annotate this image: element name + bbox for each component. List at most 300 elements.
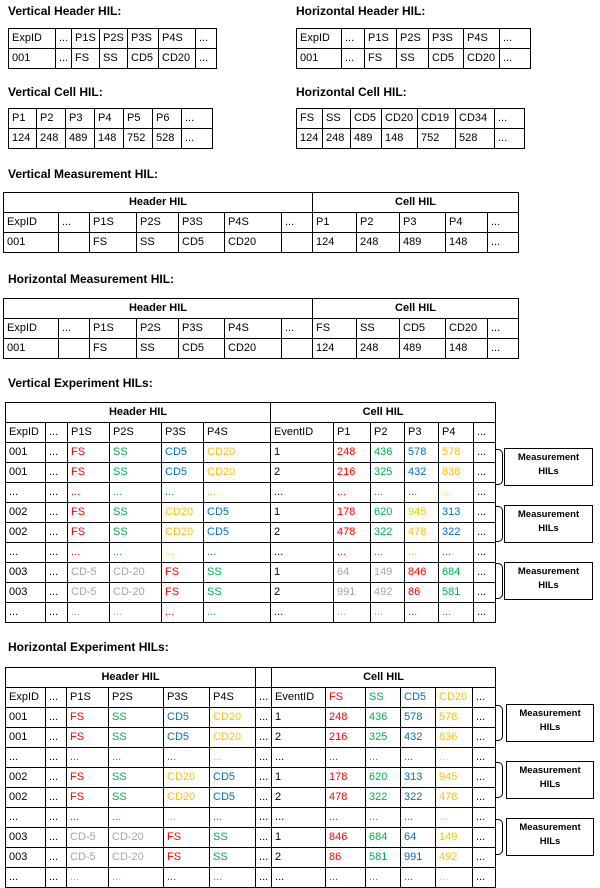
table-cell [282, 233, 313, 253]
column-header: P3S [179, 213, 225, 233]
table-cell: CD5 [179, 339, 225, 359]
table-row [6, 748, 496, 768]
table-cell: ... [256, 708, 272, 728]
table-cell: ... [405, 543, 439, 563]
table-cell: 478 [436, 788, 473, 808]
table-cell: ... [46, 848, 67, 868]
table-cell: ... [6, 543, 46, 563]
column-header: ... [282, 319, 313, 339]
column-header: CD5 [351, 109, 382, 129]
table-cell: CD-20 [110, 583, 162, 603]
table-cell: 945 [436, 768, 473, 788]
table-cell: 2 [272, 848, 326, 868]
table-cell: FS [162, 563, 204, 583]
table-cell: ... [272, 868, 326, 888]
table-cell: FS [68, 443, 110, 463]
table-cell: SS [110, 523, 162, 543]
table-cell: ... [67, 808, 109, 828]
column-header: P4S [225, 319, 282, 339]
table-cell: 581 [366, 848, 401, 868]
measurement-hils-annotation: Measurement HILs [506, 818, 594, 856]
horizontal-cell-hil-table [296, 108, 525, 149]
column-header: P1 [313, 213, 357, 233]
cell-hil-group-label: Cell HIL [271, 403, 496, 423]
table-cell: 216 [326, 728, 366, 748]
column-header: ... [59, 319, 90, 339]
table-cell: ... [6, 748, 46, 768]
table-cell: ... [366, 868, 401, 888]
table-cell: 001 [297, 49, 342, 69]
table-row [4, 233, 519, 253]
column-header: P3S [128, 29, 159, 49]
title-horizontal-measurement-hil: Horizontal Measurement HIL: [8, 272, 175, 286]
table-cell: 991 [401, 848, 436, 868]
table-cell: ... [46, 443, 68, 463]
column-header: P4 [439, 423, 474, 443]
table-cell: 148 [382, 129, 418, 149]
table-cell: ... [110, 603, 162, 623]
table-cell: FS [162, 583, 204, 603]
column-header: P1S [67, 688, 109, 708]
table-row [9, 49, 217, 69]
horizontal-experiment-hils-table [5, 667, 496, 888]
column-header: P3 [400, 213, 446, 233]
horizontal-header-hil-table [296, 28, 531, 69]
table-cell: 003 [6, 563, 46, 583]
column-header: ExpID [6, 423, 46, 443]
table-cell: CD5 [128, 49, 159, 69]
table-cell: ... [473, 808, 496, 828]
table-cell: 578 [405, 443, 439, 463]
table-cell: ... [436, 868, 473, 888]
table-cell: ... [6, 868, 46, 888]
title-horizontal-header-hil: Horizontal Header HIL: [296, 4, 426, 18]
group-brace [496, 506, 503, 542]
table-cell: 248 [357, 233, 400, 253]
column-header: ... [256, 688, 272, 708]
column-header: P1S [90, 319, 137, 339]
table-cell: ... [68, 543, 110, 563]
column-header: ... [56, 29, 72, 49]
cell-hil-group-label: Cell HIL [313, 299, 519, 319]
table-row [6, 848, 496, 868]
column-header: P4S [204, 423, 271, 443]
table-cell: ... [256, 728, 272, 748]
table-cell: 2 [271, 463, 334, 483]
table-cell: 528 [153, 129, 182, 149]
table-cell: ... [272, 748, 326, 768]
table-cell: 248 [326, 708, 366, 728]
table-cell: 325 [371, 463, 405, 483]
table-cell: 003 [6, 848, 46, 868]
table-cell: 322 [439, 523, 474, 543]
table-cell: ... [46, 503, 68, 523]
table-row [6, 483, 496, 503]
column-header: P3 [405, 423, 439, 443]
table-cell: FS [68, 503, 110, 523]
table-cell: ... [46, 868, 67, 888]
table-cell: 578 [436, 708, 473, 728]
table-cell: CD5 [429, 49, 464, 69]
column-header: CD20 [436, 688, 473, 708]
table-row [6, 543, 496, 563]
column-header: CD20 [382, 109, 418, 129]
vertical-experiment-hils-table [5, 402, 496, 623]
table-row [297, 49, 531, 69]
table-cell: ... [164, 868, 210, 888]
table-cell: 149 [436, 828, 473, 848]
table-cell: ... [439, 483, 474, 503]
table-cell: ... [495, 129, 525, 149]
table-cell [59, 339, 90, 359]
table-cell: ... [46, 808, 67, 828]
table-cell: 489 [400, 339, 446, 359]
column-header: ... [46, 688, 67, 708]
table-cell: 148 [95, 129, 124, 149]
table-cell: ... [474, 463, 496, 483]
column-header: P4S [225, 213, 282, 233]
column-header: ... [46, 423, 68, 443]
table-cell: ... [46, 788, 67, 808]
column-header: ... [495, 109, 525, 129]
table-cell: 178 [334, 503, 371, 523]
column-header: ... [500, 29, 531, 49]
table-cell: CD5 [164, 728, 210, 748]
table-cell: 752 [124, 129, 153, 149]
table-cell: FS [68, 523, 110, 543]
column-header: ... [182, 109, 213, 129]
table-cell: CD-20 [110, 563, 162, 583]
measurement-hils-annotation: Measurement HILs [504, 562, 593, 600]
table-cell: ... [371, 543, 405, 563]
measurement-hils-annotation: Measurement HILs [506, 704, 594, 742]
header-hil-group-label: Header HIL [6, 403, 271, 423]
table-cell: ... [271, 603, 334, 623]
table-cell: ... [46, 748, 67, 768]
table-cell: ... [46, 543, 68, 563]
table-cell: 64 [401, 828, 436, 848]
table-cell: 002 [6, 523, 46, 543]
table-cell: ... [342, 49, 365, 69]
table-row [9, 129, 213, 149]
table-cell: ... [110, 543, 162, 563]
table-row [6, 463, 496, 483]
group-brace [496, 819, 503, 855]
table-cell: ... [500, 49, 531, 69]
table-cell: 836 [436, 728, 473, 748]
table-cell: 001 [4, 339, 59, 359]
table-cell: SS [110, 463, 162, 483]
table-cell: 001 [4, 233, 59, 253]
table-cell: 322 [401, 788, 436, 808]
table-cell: CD20 [225, 233, 282, 253]
column-header: P2 [37, 109, 66, 129]
header-row [6, 688, 496, 708]
table-cell: 248 [323, 129, 351, 149]
column-header: EventID [271, 423, 334, 443]
table-cell: CD5 [204, 503, 271, 523]
column-header: P2S [397, 29, 429, 49]
table-cell: CD5 [162, 463, 204, 483]
table-cell: SS [109, 788, 164, 808]
column-header: P4 [95, 109, 124, 129]
table-cell: ... [272, 808, 326, 828]
table-cell: CD5 [162, 443, 204, 463]
table-cell: 2 [272, 728, 326, 748]
table-cell: FS [67, 728, 109, 748]
vertical-header-hil-table [8, 28, 217, 69]
table-cell: ... [326, 868, 366, 888]
column-header: ... [488, 319, 519, 339]
table-cell: ... [334, 483, 371, 503]
table-cell: ... [110, 483, 162, 503]
table-cell: ... [6, 603, 46, 623]
table-cell: ... [46, 563, 68, 583]
table-cell: ... [162, 483, 204, 503]
table-cell: FS [365, 49, 397, 69]
column-header: P2S [137, 319, 179, 339]
table-cell: 620 [371, 503, 405, 523]
table-cell: 001 [6, 708, 46, 728]
table-cell: CD20 [164, 768, 210, 788]
group-brace [496, 705, 503, 741]
table-cell: ... [405, 483, 439, 503]
table-cell: ... [67, 748, 109, 768]
table-cell: FS [164, 848, 210, 868]
column-header: CD5 [401, 688, 436, 708]
table-cell: 846 [405, 563, 439, 583]
table-cell: ... [67, 868, 109, 888]
vertical-measurement-hil-table [3, 192, 519, 253]
header-row [4, 319, 519, 339]
table-cell: ... [162, 603, 204, 623]
table-cell: SS [210, 828, 256, 848]
table-cell: ... [473, 768, 496, 788]
table-cell: ... [371, 483, 405, 503]
table-cell: 492 [371, 583, 405, 603]
table-cell: ... [401, 808, 436, 828]
table-cell: 478 [405, 523, 439, 543]
table-cell: ... [401, 748, 436, 768]
table-cell: ... [473, 728, 496, 748]
table-cell: 313 [401, 768, 436, 788]
table-cell: 1 [271, 563, 334, 583]
table-row [297, 129, 525, 149]
cell-hil-group-label: Cell HIL [313, 193, 519, 213]
table-cell: ... [439, 543, 474, 563]
table-cell: 002 [6, 768, 46, 788]
table-cell: CD-5 [68, 563, 110, 583]
table-cell: CD20 [225, 339, 282, 359]
table-cell: CD20 [162, 503, 204, 523]
table-row [6, 868, 496, 888]
table-cell: ... [334, 603, 371, 623]
table-cell: ... [436, 748, 473, 768]
table-cell: ... [204, 603, 271, 623]
table-cell: 86 [405, 583, 439, 603]
table-cell: 148 [446, 233, 488, 253]
column-header: P1S [68, 423, 110, 443]
column-header: ... [473, 688, 496, 708]
table-cell: CD20 [204, 463, 271, 483]
table-cell: ... [109, 748, 164, 768]
table-cell: ... [474, 503, 496, 523]
table-cell: CD5 [179, 233, 225, 253]
table-cell: ... [6, 483, 46, 503]
table-cell: SS [137, 339, 179, 359]
table-cell: 991 [334, 583, 371, 603]
table-cell: 578 [401, 708, 436, 728]
table-cell: CD20 [464, 49, 500, 69]
column-header: CD5 [400, 319, 446, 339]
title-vertical-experiment-hils: Vertical Experiment HILs: [8, 376, 153, 390]
column-header: P2S [110, 423, 162, 443]
table-row [6, 808, 496, 828]
table-row [6, 708, 496, 728]
table-cell: ... [68, 603, 110, 623]
table-cell: ... [256, 808, 272, 828]
table-cell: 528 [456, 129, 495, 149]
table-cell: ... [473, 748, 496, 768]
table-cell: ... [474, 543, 496, 563]
header-row [297, 29, 531, 49]
table-cell: ... [256, 868, 272, 888]
table-cell: FS [68, 463, 110, 483]
group-brace [496, 449, 503, 485]
table-cell: 003 [6, 828, 46, 848]
table-cell [59, 233, 90, 253]
table-cell: SS [100, 49, 128, 69]
table-cell: 432 [405, 463, 439, 483]
table-cell: SS [210, 848, 256, 868]
table-cell: ... [46, 828, 67, 848]
table-cell: ... [204, 483, 271, 503]
table-cell: ... [210, 868, 256, 888]
column-header: ... [282, 213, 313, 233]
title-horizontal-experiment-hils: Horizontal Experiment HILs: [8, 640, 169, 654]
table-cell: 945 [405, 503, 439, 523]
table-cell: 124 [313, 233, 357, 253]
table-cell: 436 [371, 443, 405, 463]
table-cell: 436 [366, 708, 401, 728]
table-cell: CD20 [210, 708, 256, 728]
table-cell: 836 [439, 463, 474, 483]
table-cell: CD20 [204, 443, 271, 463]
table-cell: ... [474, 443, 496, 463]
title-vertical-header-hil: Vertical Header HIL: [8, 4, 122, 18]
table-cell: FS [72, 49, 100, 69]
column-header: P2S [137, 213, 179, 233]
table-cell: 492 [436, 848, 473, 868]
table-cell: ... [436, 808, 473, 828]
table-cell: CD20 [159, 49, 196, 69]
table-cell: ... [256, 828, 272, 848]
column-header: P2S [109, 688, 164, 708]
header-row [6, 423, 496, 443]
table-cell: 578 [439, 443, 474, 463]
column-header: P3S [164, 688, 210, 708]
table-cell: SS [137, 233, 179, 253]
table-cell: 489 [400, 233, 446, 253]
table-cell: CD5 [210, 768, 256, 788]
column-header: P1 [334, 423, 371, 443]
table-cell: ... [271, 483, 334, 503]
column-header: P1 [9, 109, 37, 129]
table-cell: ... [371, 603, 405, 623]
table-cell: 248 [357, 339, 400, 359]
table-cell: 001 [6, 443, 46, 463]
table-cell: ... [474, 583, 496, 603]
table-cell: FS [90, 339, 137, 359]
table-cell: 216 [334, 463, 371, 483]
table-cell: CD-20 [109, 828, 164, 848]
table-cell: 1 [271, 443, 334, 463]
measurement-hils-annotation: Measurement HILs [506, 761, 594, 799]
table-cell: ... [405, 603, 439, 623]
table-cell: ... [46, 483, 68, 503]
table-cell: SS [109, 728, 164, 748]
table-cell: ... [473, 708, 496, 728]
table-cell: FS [90, 233, 137, 253]
column-header: FS [313, 319, 357, 339]
table-cell: 1 [271, 503, 334, 523]
column-header: P2 [371, 423, 405, 443]
table-cell: 003 [6, 583, 46, 603]
table-cell: ... [256, 848, 272, 868]
column-header: ExpID [4, 213, 59, 233]
vertical-cell-hil-table [8, 108, 213, 149]
table-cell: ... [164, 808, 210, 828]
horizontal-measurement-hil-table [3, 298, 519, 359]
table-cell: ... [473, 788, 496, 808]
table-cell: 581 [439, 583, 474, 603]
table-cell: ... [56, 49, 72, 69]
column-header: P1S [72, 29, 100, 49]
table-cell: SS [109, 708, 164, 728]
table-cell: 001 [9, 49, 56, 69]
cell-hil-group-label: Cell HIL [272, 668, 496, 688]
table-cell: ... [109, 808, 164, 828]
table-cell: ... [256, 748, 272, 768]
table-row [4, 339, 519, 359]
table-cell: ... [271, 543, 334, 563]
table-cell: 322 [371, 523, 405, 543]
column-header: CD19 [418, 109, 456, 129]
table-cell: ... [46, 463, 68, 483]
header-hil-group-label: Header HIL [6, 668, 256, 688]
header-hil-group-label: Header HIL [4, 299, 313, 319]
table-cell: 478 [326, 788, 366, 808]
table-cell: 64 [334, 563, 371, 583]
header-row [4, 213, 519, 233]
header-hil-group-label: Header HIL [4, 193, 313, 213]
column-header: CD20 [446, 319, 488, 339]
column-header: P3S [179, 319, 225, 339]
title-horizontal-cell-hil: Horizontal Cell HIL: [296, 85, 407, 99]
table-cell: 478 [334, 523, 371, 543]
column-header: P4S [464, 29, 500, 49]
table-cell: 2 [271, 523, 334, 543]
spacer-cell [256, 668, 272, 688]
table-row [6, 523, 496, 543]
column-header: P2S [100, 29, 128, 49]
table-cell [282, 339, 313, 359]
table-cell: FS [67, 708, 109, 728]
column-header: ... [59, 213, 90, 233]
table-cell: ... [196, 49, 217, 69]
table-cell: 684 [439, 563, 474, 583]
column-header: EventID [272, 688, 326, 708]
